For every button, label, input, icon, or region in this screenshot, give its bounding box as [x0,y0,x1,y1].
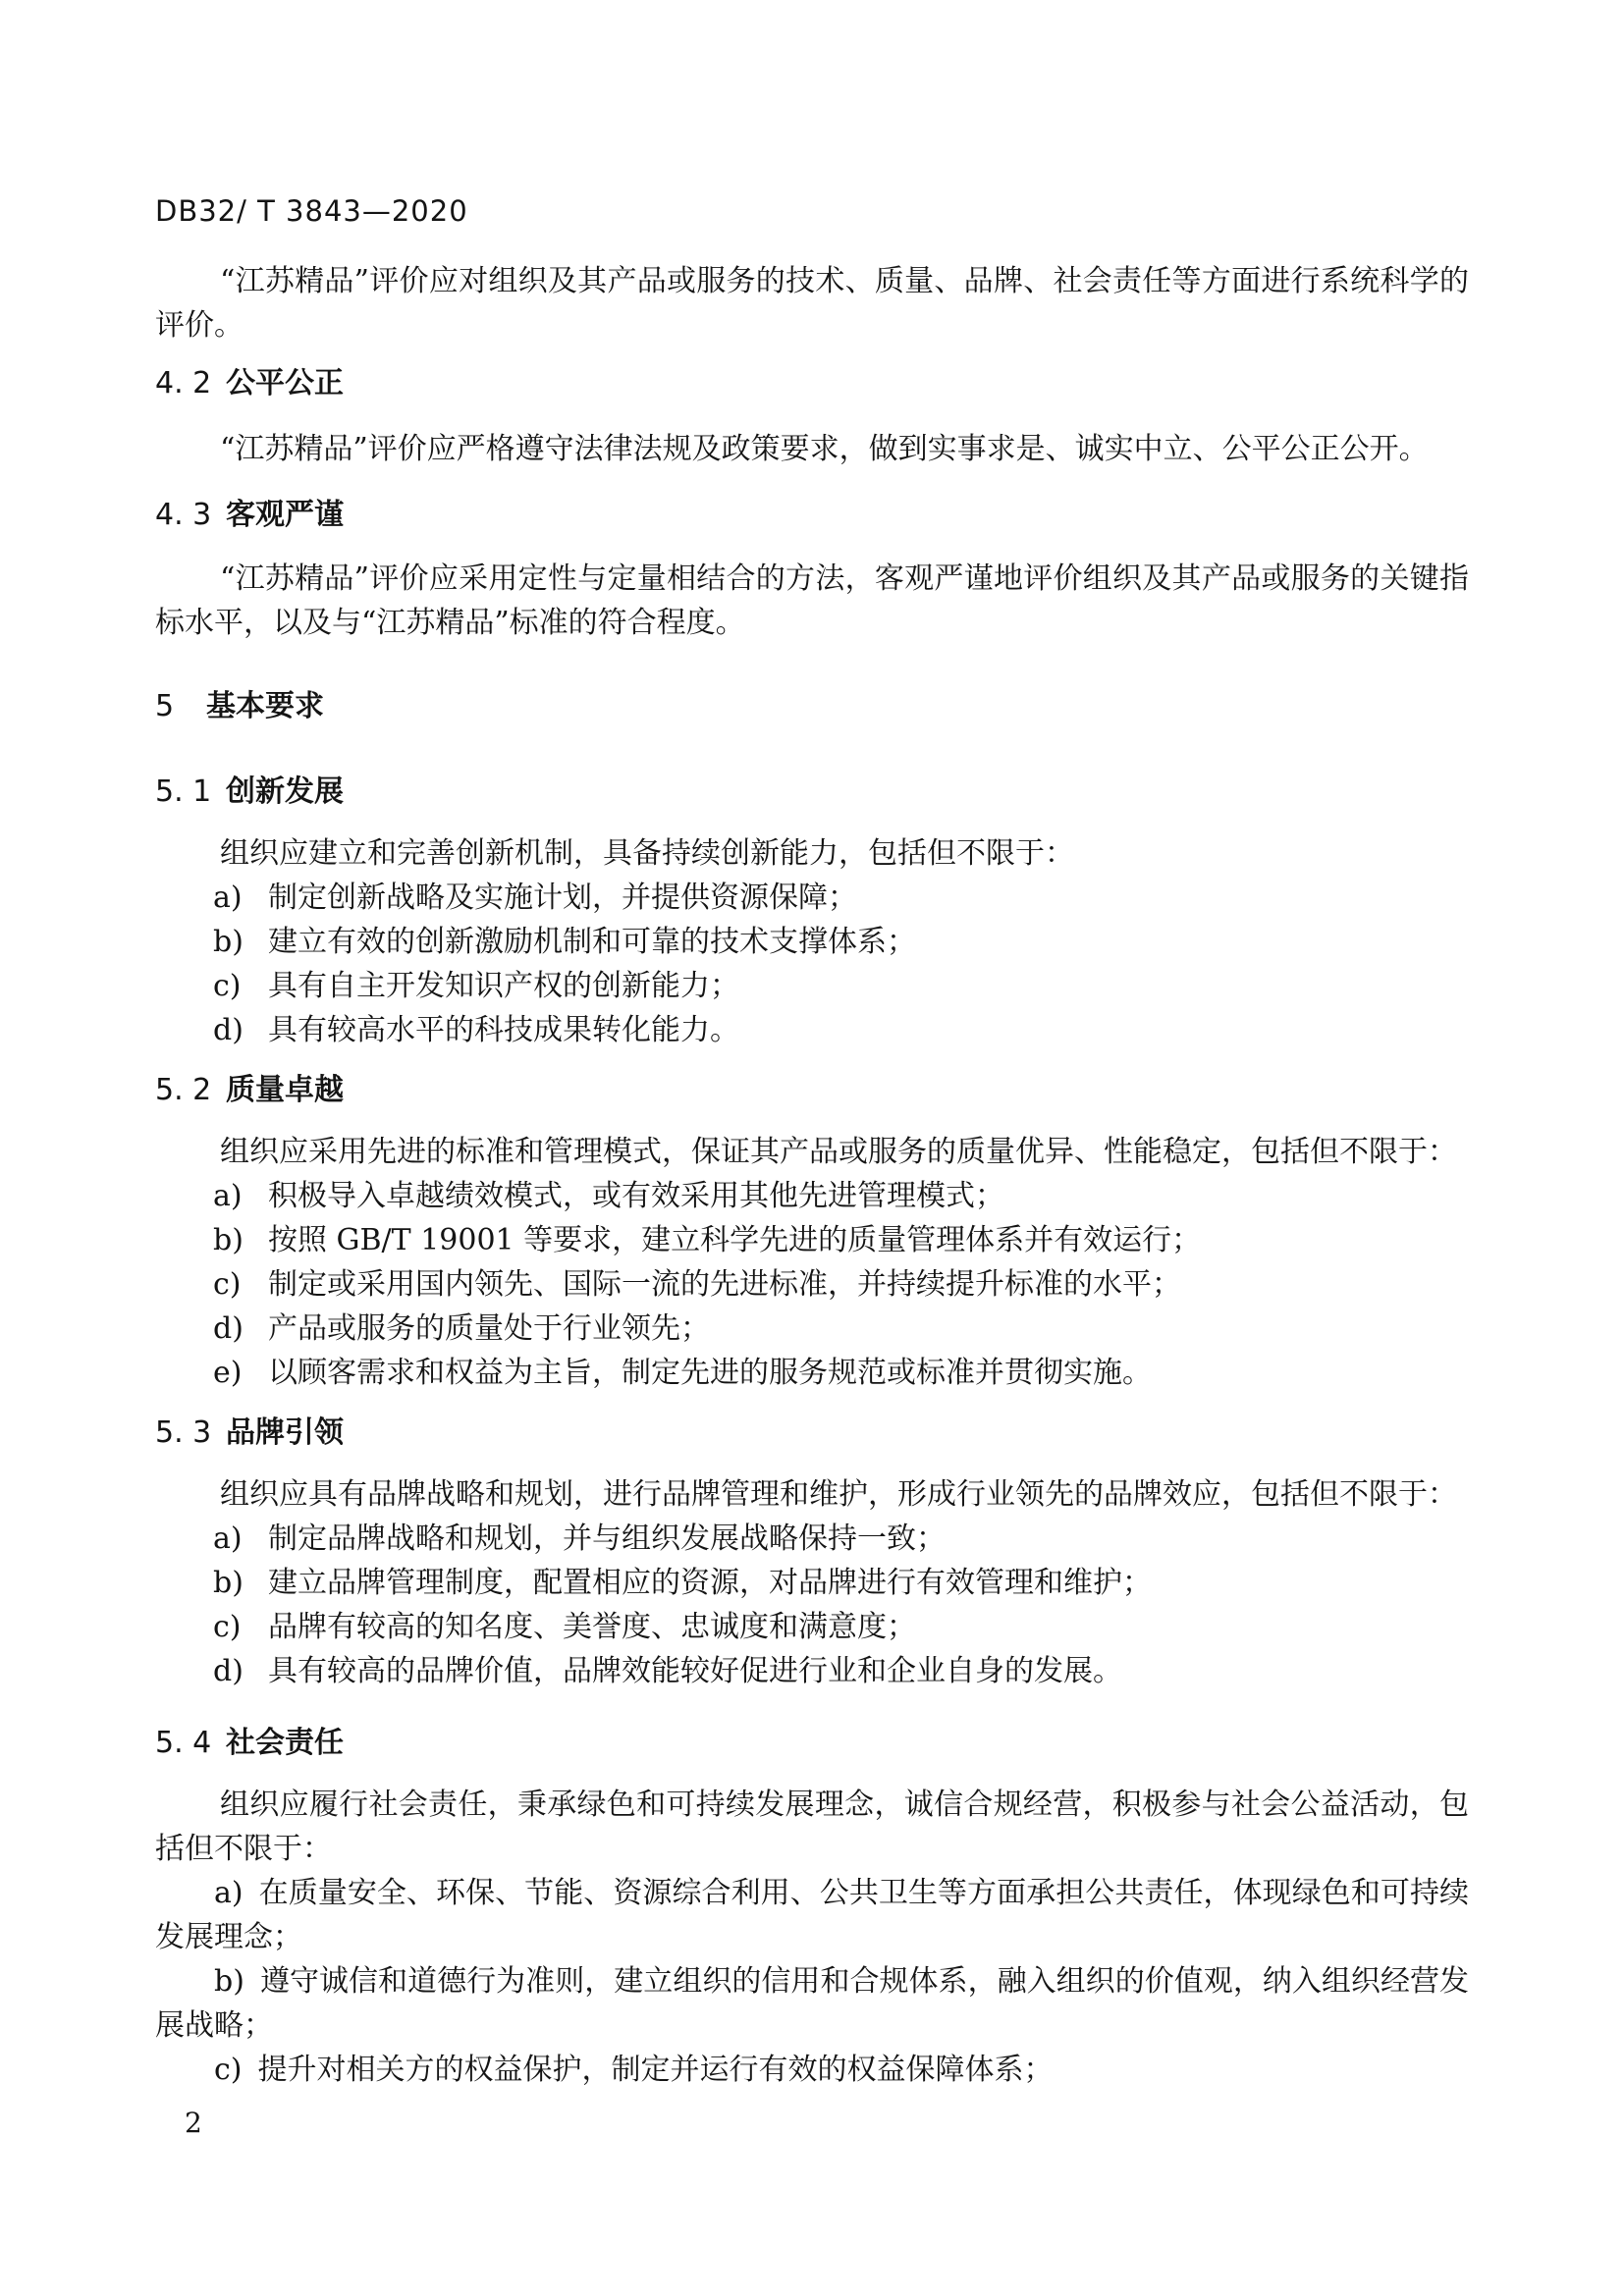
section-title: 公平公正 [226,366,344,400]
item-text: 提升对相关方的权益保护，制定并运行有效的权益保障体系； [257,2053,1054,2087]
section-5-3-intro: 组织应具有品牌战略和规划，进行品牌管理和维护，形成行业领先的品牌效应，包括但不限于： [220,1477,1457,1512]
item-label: a) [213,881,243,915]
section-heading-5-2 [155,1068,1469,1112]
list-item [213,1218,1469,1262]
section-number: 4. 3 [155,498,212,532]
section-number: 5. 1 [155,774,212,809]
section-5-4-intro: 组织应履行社会责任，秉承绿色和可持续发展理念，诚信合规经营，积极参与社会公益活动，包括但不限于： [155,1788,1469,1866]
section-title: 基本要求 [206,689,324,723]
section-heading-4-2 [155,361,1469,405]
item-label: d) [213,1654,244,1688]
section-heading-5-4 [155,1721,1469,1765]
item-text: 遵守诚信和道德行为准则，建立组织的信用和合规体系，融入组织的价值观，纳入组织经营发展战略； [155,1964,1469,2043]
item-text: 制定或采用国内领先、国际一流的先进标准，并持续提升标准的水平； [268,1267,1181,1302]
list-item [213,1649,1469,1693]
item-text: 具有自主开发知识产权的创新能力； [268,969,739,1003]
section-number: 4. 2 [155,366,212,400]
item-text: 具有较高的品牌价值，品牌效能较好促进行业和企业自身的发展。 [268,1654,1122,1688]
item-text: 积极导入卓越绩效模式，或有效采用其他先进管理模式； [268,1179,1004,1213]
page-number: 2 [185,2107,202,2139]
section-5-2-intro: 组织应采用先进的标准和管理模式，保证其产品或服务的质量优异、性能稳定，包括但不限于： [220,1135,1457,1169]
section-number: 5. 2 [155,1073,212,1107]
list-item [155,2048,1469,2092]
item-label: a) [213,1522,243,1556]
section-4-2-paragraph: “江苏精品”评价应严格遵守法律法规及政策要求，做到实事求是、诚实中立、公平公正公开。 [220,432,1429,466]
item-text: 制定品牌战略和规划，并与组织发展战略保持一致； [268,1522,946,1556]
item-label: d) [213,1311,244,1346]
list-item [213,920,1469,964]
list-item [213,1561,1469,1605]
list-item [213,1307,1469,1351]
item-text: 建立品牌管理制度，配置相应的资源，对品牌进行有效管理和维护； [268,1566,1152,1600]
list-item [213,1262,1469,1307]
item-label: d) [213,1013,244,1047]
item-label: b) [213,1566,244,1600]
item-label: c) [213,969,242,1003]
section-5-2-list [155,1174,1469,1395]
list-item [155,1871,1469,1959]
item-text: 在质量安全、环保、节能、资源综合利用、公共卫生等方面承担公共责任，体现绿色和可持续发展理念； [155,1876,1469,1954]
list-item [213,1008,1469,1052]
section-5-3-list [155,1517,1469,1693]
item-text: 以顾客需求和权益为主旨，制定先进的服务规范或标准并贯彻实施。 [268,1356,1152,1390]
document-code: DB32/ T 3843—2020 [155,194,468,228]
item-label: a) [214,1876,244,1910]
item-text: 品牌有较高的知名度、美誉度、忠诚度和满意度； [268,1610,916,1644]
list-item [213,1174,1469,1218]
item-label: c) [214,2053,243,2087]
section-4-3-paragraph: “江苏精品”评价应采用定性与定量相结合的方法，客观严谨地评价组织及其产品或服务的关键指标水平，以及与“江苏精品”标准的符合程度。 [155,561,1469,640]
section-title: 客观严谨 [226,498,344,532]
item-label: b) [213,925,244,959]
list-item [155,1959,1469,2048]
list-item [213,1517,1469,1561]
item-text: 按照 GB/T 19001 等要求，建立科学先进的质量管理体系并有效运行； [268,1223,1202,1257]
list-item [213,1605,1469,1649]
item-label: c) [213,1610,242,1644]
section-title: 创新发展 [226,774,344,809]
item-text: 制定创新战略及实施计划，并提供资源保障； [268,881,857,915]
list-item [213,1351,1469,1395]
item-label: a) [213,1179,243,1213]
item-label: e) [213,1356,243,1390]
item-label: b) [214,1964,244,1999]
list-item [213,876,1469,920]
section-number: 5. 4 [155,1726,212,1760]
item-label: b) [213,1223,244,1257]
section-5-1-intro: 组织应建立和完善创新机制，具备持续创新能力，包括但不限于： [220,836,1074,871]
section-number: 5. 3 [155,1415,212,1450]
list-item [213,964,1469,1008]
section-heading-5-1 [155,770,1469,814]
section-title: 质量卓越 [226,1073,344,1107]
item-text: 建立有效的创新激励机制和可靠的技术支撑体系； [268,925,916,959]
item-label: c) [213,1267,242,1302]
opening-paragraph: “江苏精品”评价应对组织及其产品或服务的技术、质量、品牌、社会责任等方面进行系统科学的评价。 [155,264,1469,343]
section-heading-5 [155,684,1469,728]
section-title: 品牌引领 [226,1415,344,1450]
item-text: 具有较高水平的科技成果转化能力。 [268,1013,739,1047]
section-title: 社会责任 [226,1726,344,1760]
item-text: 产品或服务的质量处于行业领先； [268,1311,710,1346]
section-number: 5 [155,689,175,723]
section-heading-4-3 [155,493,1469,537]
section-heading-5-3 [155,1411,1469,1455]
section-5-1-list [155,876,1469,1052]
